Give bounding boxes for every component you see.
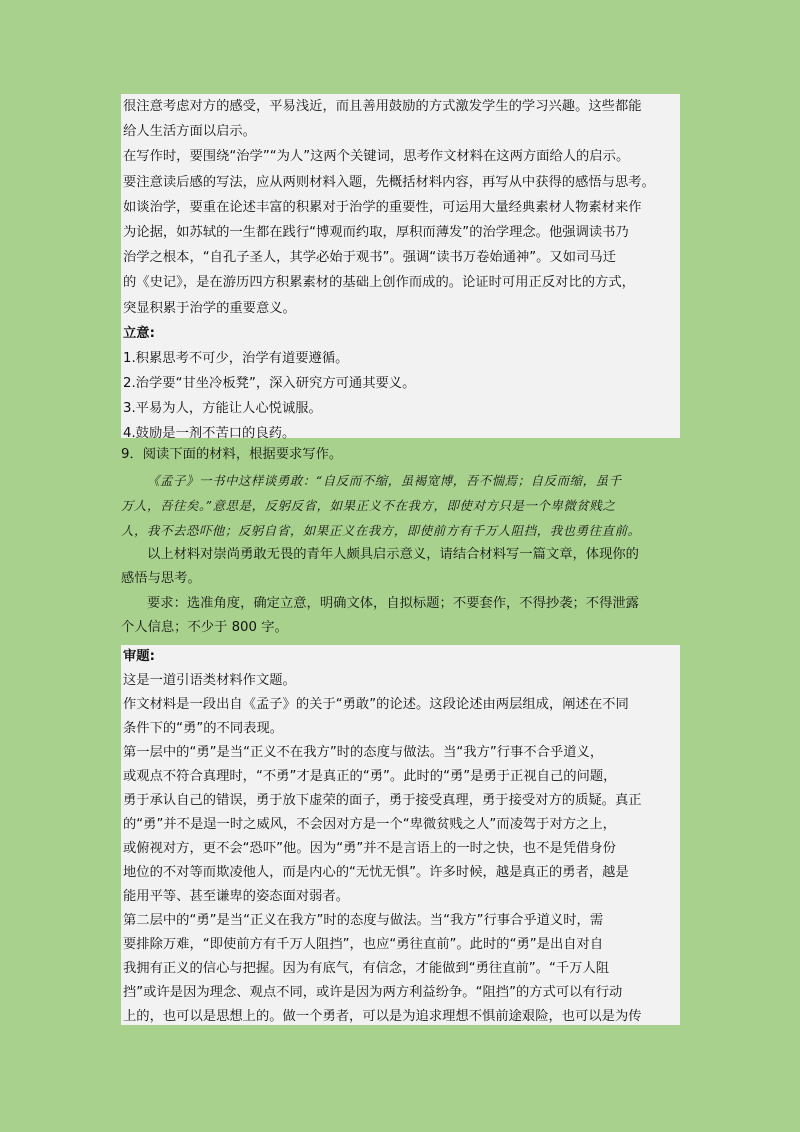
point-item: 2.治学要“甘坐冷板凳”，深入研究方可通其要义。	[123, 376, 416, 392]
text-line: 作文材料是一段出自《孟子》的关于“勇敢”的论述。这段论述由两层组成，阐述在不同	[123, 697, 629, 712]
text-line: 的《史记》，是在游历四方积累素材的基础上创作而成的。论证时可用正反对比的方式，	[123, 275, 635, 291]
section-heading: 审题:	[123, 649, 155, 664]
requirement-line: 个人信息；不少于 800 字。	[121, 620, 288, 635]
text-line: 能用平等、甚至谦卑的姿态面对弱者。	[123, 889, 350, 904]
quote-line: 人，我不去恐吓他；反躬自省，如果正义在我方，即使前方有千万人阻挡，我也勇往直前。	[121, 522, 641, 538]
requirement-line: 要求：选准角度，确定立意，明确文体，自拟标题；不要套作，不得抄袭；不得泄露	[147, 595, 639, 611]
text-line: 勇于承认自己的错误，勇于放下虚荣的面子，勇于接受真理，勇于接受对方的质疑。真正	[123, 793, 642, 808]
point-item: 4.鼓励是一剂不苦口的良药。	[123, 426, 296, 442]
prompt-line: 感悟与思考。	[121, 571, 201, 586]
quote-line: 《孟子》一书中这样谈勇敢：“自反而不缩，虽褐宽博，吾不惴焉；自反而缩，虽千	[147, 472, 622, 488]
point-item: 3.平易为人，方能让人心悦诚服。	[123, 401, 322, 417]
text-line: 第二层中的“勇”是当“正义在我方”时的态度与做法。当“我方”行事合乎道义时，需	[123, 913, 604, 928]
text-line: 突显积累于治学的重要意义。	[123, 300, 296, 316]
text-line: 在写作时，要围绕“治学”“为人”这两个关键词，思考作文材料在这两方面给人的启示。	[123, 149, 630, 165]
quote-line: 万人，吾往矣。”意思是，反躬反省，如果正义不在我方，即使对方只是一个卑微贫贱之	[121, 497, 616, 513]
text-line: 地位的不对等而欺凌他人，而是内心的“无忧无惧”。许多时候，越是真正的勇者，越是	[123, 865, 629, 880]
analysis-box-2	[121, 645, 680, 1025]
question-block	[121, 443, 681, 641]
text-line: 治学之根本，“自孔子圣人，其学必始于观书”。强调“读书万卷始通神”。又如司马迁	[123, 250, 616, 266]
text-line: 或观点不符合真理时，“不勇”才是真正的“勇”。此时的“勇”是勇于正视自己的问题，	[123, 769, 617, 784]
text-line: 或俯视对方，更不会“恐吓”他。因为“勇”并不是言语上的一时之快，也不是凭借身份	[123, 841, 616, 856]
section-heading: 立意:	[123, 325, 155, 341]
text-line: 挡”或许是因为理念、观点不同，或许是因为两方利益纷争。“阻挡”的方式可以有行动	[123, 985, 623, 1000]
text-line: 要排除万难，“即使前方有千万人阻挡”，也应“勇往直前”。此时的“勇”是出自对自	[123, 937, 604, 952]
question-title: 9．阅读下面的材料，根据要求写作。	[121, 447, 343, 462]
text-line: 上的，也可以是思想上的。做一个勇者，可以是为追求理想不惧前途艰险，也可以是为传	[123, 1009, 642, 1024]
text-line: 第一层中的“勇”是当“正义不在我方”时的态度与做法。当“我方”行事不合乎道义，	[123, 745, 604, 760]
text-line: 我拥有正义的信心与把握。因为有底气，有信念，才能做到“勇往直前”。“千万人阻	[123, 961, 610, 976]
analysis-box-1	[121, 94, 680, 442]
quote-block	[121, 468, 681, 543]
text-line: 条件下的“勇”的不同表现。	[123, 721, 284, 736]
text-line: 给人生活方面以启示。	[123, 124, 256, 140]
text-line: 的“勇”并不是逞一时之威风，不会因对方是一个“卑微贫贱之人”而凌驾于对方之上，	[123, 817, 616, 832]
text-line: 如谈治学，要重在论述丰富的积累对于治学的重要性，可运用大量经典素材人物素材来作	[123, 199, 642, 215]
text-line: 为论据，如苏轼的一生都在践行“博观而约取，厚积而薄发”的治学理念。他强调读书乃	[123, 224, 629, 240]
text-line: 要注意读后感的写法，应从两则材料入题，先概括材料内容，再写从中获得的感悟与思考。	[123, 174, 655, 190]
text-line: 很注意考虑对方的感受，平易浅近，而且善用鼓励的方式激发学生的学习兴趣。这些都能	[123, 99, 642, 114]
text-line: 这是一道引语类材料作文题。	[123, 673, 296, 688]
point-item: 1.积累思考不可少，治学有道要遵循。	[123, 350, 349, 366]
prompt-line: 以上材料对崇尚勇敢无畏的青年人颇具启示意义，请结合材料写一篇文章，体现你的	[147, 546, 639, 562]
